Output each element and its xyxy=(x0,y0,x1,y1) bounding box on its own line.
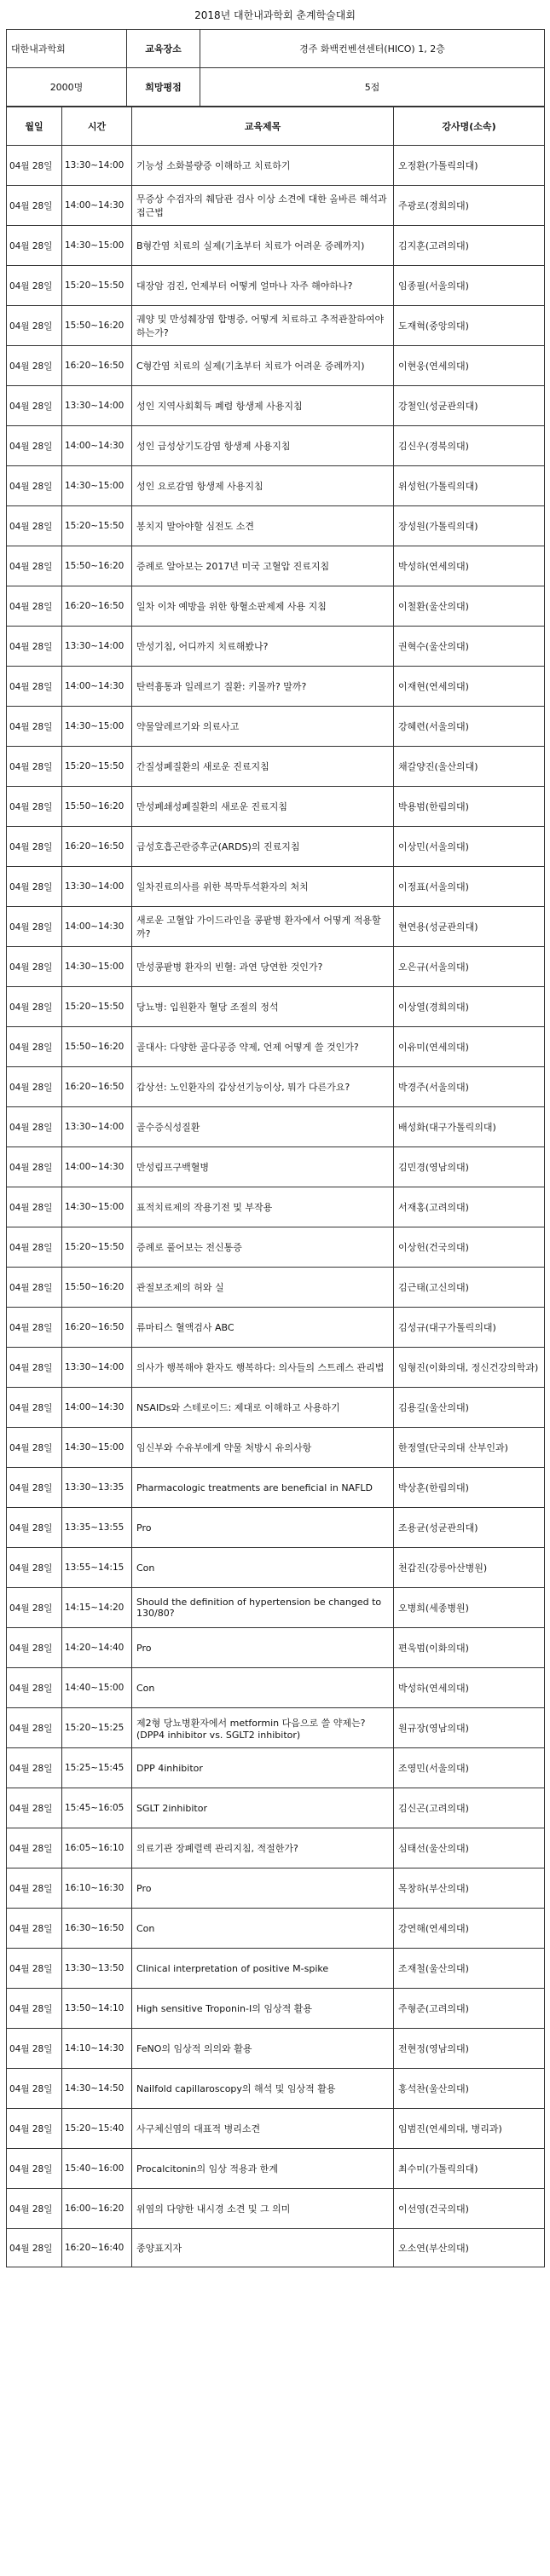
cell-subject: Pro xyxy=(132,1508,394,1548)
cell-speaker: 박성하(연세의대) xyxy=(394,546,545,586)
cell-time: 16:20~16:50 xyxy=(62,346,132,386)
cell-subject: 만성기침, 어디까지 치료해봤나? xyxy=(132,627,394,667)
cell-time: 15:25~15:45 xyxy=(62,1748,132,1788)
cell-speaker: 박상훈(한림의대) xyxy=(394,1468,545,1508)
cell-time: 15:20~15:40 xyxy=(62,2109,132,2149)
info-row-points xyxy=(7,68,545,107)
cell-time: 14:00~14:30 xyxy=(62,667,132,707)
cell-speaker: 이상열(경희의대) xyxy=(394,987,545,1027)
cell-date: 04월 28일 xyxy=(7,546,62,586)
cell-time: 16:20~16:50 xyxy=(62,1067,132,1107)
cell-subject: 기능성 소화불량증 이해하고 치료하기 xyxy=(132,146,394,186)
cell-speaker: 조영민(서울의대) xyxy=(394,1748,545,1788)
cell-date: 04월 28일 xyxy=(7,867,62,907)
table-row xyxy=(7,2069,545,2109)
cell-time: 15:20~15:50 xyxy=(62,747,132,787)
cell-subject: Should the definition of hypertension be changed to 130/80? xyxy=(132,1588,394,1628)
table-row xyxy=(7,426,545,466)
cell-time: 14:30~15:00 xyxy=(62,1187,132,1227)
cell-subject: 류마티스 혈액검사 ABC xyxy=(132,1308,394,1348)
cell-speaker: 임범진(연세의대, 병리과) xyxy=(394,2109,545,2149)
cell-subject: 약물알레르기와 의료사고 xyxy=(132,707,394,747)
cell-subject: DPP 4inhibitor xyxy=(132,1748,394,1788)
cell-date: 04월 28일 xyxy=(7,707,62,747)
table-row xyxy=(7,1989,545,2029)
table-row xyxy=(7,1868,545,1909)
cell-time: 16:20~16:50 xyxy=(62,827,132,867)
cell-subject: 성인 지역사회획득 폐렴 항생제 사용지침 xyxy=(132,386,394,426)
table-row xyxy=(7,2189,545,2229)
cell-time: 16:20~16:50 xyxy=(62,1308,132,1348)
cell-speaker: 오은규(서울의대) xyxy=(394,947,545,987)
cell-date: 04월 28일 xyxy=(7,987,62,1027)
cell-subject: C형간염 치료의 실제(기초부터 치료가 어려운 증례까지) xyxy=(132,346,394,386)
cell-subject: Pro xyxy=(132,1628,394,1668)
cell-time: 14:00~14:30 xyxy=(62,907,132,947)
cell-subject: 대장암 검진, 언제부터 어떻게 얼마나 자주 해야하나? xyxy=(132,266,394,306)
cell-date: 04월 28일 xyxy=(7,306,62,346)
table-row xyxy=(7,867,545,907)
cell-date: 04월 28일 xyxy=(7,1468,62,1508)
cell-date: 04월 28일 xyxy=(7,346,62,386)
cell-date: 04월 28일 xyxy=(7,747,62,787)
cell-subject: 위염의 다양한 내시경 소견 및 그 의미 xyxy=(132,2189,394,2229)
points-label: 희망평점 xyxy=(127,68,200,107)
cell-speaker: 채갈양진(울산의대) xyxy=(394,747,545,787)
cell-date: 04월 28일 xyxy=(7,1027,62,1067)
cell-time: 15:50~16:20 xyxy=(62,1027,132,1067)
schedule-header-row xyxy=(7,107,545,146)
cell-time: 14:30~15:00 xyxy=(62,466,132,506)
table-row xyxy=(7,1668,545,1708)
cell-subject: Con xyxy=(132,1548,394,1588)
cell-speaker: 배성화(대구가톨릭의대) xyxy=(394,1107,545,1147)
points-value: 5점 xyxy=(200,68,545,107)
cell-date: 04월 28일 xyxy=(7,627,62,667)
cell-time: 14:10~14:30 xyxy=(62,2029,132,2069)
table-row xyxy=(7,1348,545,1388)
table-row xyxy=(7,987,545,1027)
cell-time: 15:45~16:05 xyxy=(62,1788,132,1828)
cell-subject: High sensitive Troponin-I의 임상적 활용 xyxy=(132,1989,394,2029)
cell-date: 04월 28일 xyxy=(7,1989,62,2029)
cell-speaker: 김신우(경북의대) xyxy=(394,426,545,466)
cell-date: 04월 28일 xyxy=(7,226,62,266)
cell-subject: 만성콩팥병 환자의 빈혈: 과연 당연한 것인가? xyxy=(132,947,394,987)
cell-speaker: 전현정(영남의대) xyxy=(394,2029,545,2069)
table-row xyxy=(7,266,545,306)
header-time: 시간 xyxy=(62,107,132,146)
cell-subject: 봉치지 말아야할 심전도 소견 xyxy=(132,506,394,546)
cell-date: 04월 28일 xyxy=(7,1868,62,1909)
cell-date: 04월 28일 xyxy=(7,1668,62,1708)
cell-date: 04월 28일 xyxy=(7,1909,62,1949)
cell-time: 15:20~15:50 xyxy=(62,266,132,306)
cell-subject: 증례로 알아보는 2017년 미국 고혈압 진료지침 xyxy=(132,546,394,586)
cell-subject: 간질성폐질환의 새로운 진료지침 xyxy=(132,747,394,787)
cell-speaker: 이유미(연세의대) xyxy=(394,1027,545,1067)
cell-date: 04월 28일 xyxy=(7,1828,62,1868)
cell-subject: Nailfold capillaroscopy의 해석 및 임상적 활용 xyxy=(132,2069,394,2109)
cell-date: 04월 28일 xyxy=(7,1748,62,1788)
cell-time: 16:20~16:40 xyxy=(62,2229,132,2267)
cell-subject: 의사가 행복해야 환자도 행복하다: 의사들의 스트레스 관리법 xyxy=(132,1348,394,1388)
cell-subject: Pharmacologic treatments are beneficial in NAFLD xyxy=(132,1468,394,1508)
cell-subject: 갑상선: 노인환자의 갑상선기능이상, 뭐가 다른가요? xyxy=(132,1067,394,1107)
cell-speaker: 강철인(성균관의대) xyxy=(394,386,545,426)
cell-date: 04월 28일 xyxy=(7,1508,62,1548)
cell-date: 04월 28일 xyxy=(7,1628,62,1668)
cell-speaker: 오소연(부산의대) xyxy=(394,2229,545,2267)
table-row xyxy=(7,1588,545,1628)
cell-speaker: 김성규(대구가톨릭의대) xyxy=(394,1308,545,1348)
cell-date: 04월 28일 xyxy=(7,1227,62,1268)
cell-time: 14:40~15:00 xyxy=(62,1668,132,1708)
table-row xyxy=(7,907,545,947)
table-row xyxy=(7,506,545,546)
cell-speaker: 목창하(부산의대) xyxy=(394,1868,545,1909)
table-row xyxy=(7,186,545,226)
cell-subject: NSAIDs와 스테로이드: 제대로 이해하고 사용하기 xyxy=(132,1388,394,1428)
cell-speaker: 위성헌(가톨릭의대) xyxy=(394,466,545,506)
cell-time: 15:50~16:20 xyxy=(62,787,132,827)
cell-date: 04월 28일 xyxy=(7,907,62,947)
cell-speaker: 편욱범(이화의대) xyxy=(394,1628,545,1668)
info-table xyxy=(6,29,545,107)
cell-speaker: 김용길(울산의대) xyxy=(394,1388,545,1428)
schedule-body xyxy=(7,146,545,2267)
cell-date: 04월 28일 xyxy=(7,1107,62,1147)
table-row xyxy=(7,707,545,747)
cell-date: 04월 28일 xyxy=(7,827,62,867)
table-row xyxy=(7,1428,545,1468)
cell-subject: 탄력흉통과 일레르기 질환: 키몰까? 말까? xyxy=(132,667,394,707)
table-row xyxy=(7,1027,545,1067)
cell-subject: 제2형 당뇨병환자에서 metformin 다음으로 쓸 약제는?(DPP4 inhibitor vs. SGLT2 inhibitor) xyxy=(132,1708,394,1748)
cell-subject: 만성폐쇄성폐질환의 새로운 진료지침 xyxy=(132,787,394,827)
cell-speaker: 박용범(한림의대) xyxy=(394,787,545,827)
cell-speaker: 심태선(울산의대) xyxy=(394,1828,545,1868)
cell-subject: 무증상 수검자의 췌담관 검사 이상 소견에 대한 올바른 해석과 접근법 xyxy=(132,186,394,226)
cell-time: 16:20~16:50 xyxy=(62,586,132,627)
cell-date: 04월 28일 xyxy=(7,1949,62,1989)
cell-speaker: 이정표(서울의대) xyxy=(394,867,545,907)
cell-speaker: 임형진(이화의대, 정신건강의학과) xyxy=(394,1348,545,1388)
table-row xyxy=(7,1468,545,1508)
cell-speaker: 강연해(연세의대) xyxy=(394,1909,545,1949)
cell-subject: 만성림프구백혈병 xyxy=(132,1147,394,1187)
table-row xyxy=(7,1708,545,1748)
cell-speaker: 최수미(가톨릭의대) xyxy=(394,2149,545,2189)
cell-speaker: 이상헌(건국의대) xyxy=(394,1227,545,1268)
cell-date: 04월 28일 xyxy=(7,266,62,306)
cell-date: 04월 28일 xyxy=(7,186,62,226)
cell-time: 16:10~16:30 xyxy=(62,1868,132,1909)
cell-date: 04월 28일 xyxy=(7,2029,62,2069)
header-speaker: 강사명(소속) xyxy=(394,107,545,146)
cell-time: 15:20~15:50 xyxy=(62,506,132,546)
cell-subject: 골수증식성질환 xyxy=(132,1107,394,1147)
cell-time: 14:30~15:00 xyxy=(62,947,132,987)
cell-time: 14:30~15:00 xyxy=(62,226,132,266)
cell-time: 15:50~16:20 xyxy=(62,1268,132,1308)
table-row xyxy=(7,2149,545,2189)
cell-date: 04월 28일 xyxy=(7,2189,62,2229)
cell-speaker: 이선영(건국의대) xyxy=(394,2189,545,2229)
cell-subject: Con xyxy=(132,1909,394,1949)
cell-speaker: 김근태(고신의대) xyxy=(394,1268,545,1308)
cell-time: 13:30~13:35 xyxy=(62,1468,132,1508)
cell-date: 04월 28일 xyxy=(7,1067,62,1107)
cell-time: 13:30~14:00 xyxy=(62,867,132,907)
cell-subject: 성인 요로감염 항생제 사용지침 xyxy=(132,466,394,506)
cell-subject: 새로운 고혈압 가이드라인을 콩팥병 환자에서 어떻게 적용할까? xyxy=(132,907,394,947)
cell-time: 15:20~15:50 xyxy=(62,1227,132,1268)
cell-speaker: 임종필(서울의대) xyxy=(394,266,545,306)
cell-speaker: 이철환(울산의대) xyxy=(394,586,545,627)
venue-value: 경주 화백컨벤션센터(HICO) 1, 2층 xyxy=(200,30,545,68)
cell-time: 13:30~14:00 xyxy=(62,1107,132,1147)
cell-subject: 일차진료의사를 위한 복막투석환자의 처치 xyxy=(132,867,394,907)
cell-date: 04월 28일 xyxy=(7,2229,62,2267)
cell-subject: 사구체신염의 대표적 병리소견 xyxy=(132,2109,394,2149)
cell-date: 04월 28일 xyxy=(7,667,62,707)
cell-speaker: 주형준(고려의대) xyxy=(394,1989,545,2029)
cell-date: 04월 28일 xyxy=(7,787,62,827)
table-row xyxy=(7,1508,545,1548)
schedule-table xyxy=(6,107,545,2267)
cell-subject: Procalcitonin의 임상 적용과 한계 xyxy=(132,2149,394,2189)
cell-speaker: 이상민(서울의대) xyxy=(394,827,545,867)
cell-subject: 당뇨병: 입원환자 혈당 조절의 정석 xyxy=(132,987,394,1027)
table-row xyxy=(7,1067,545,1107)
cell-time: 13:30~14:00 xyxy=(62,386,132,426)
document xyxy=(6,0,544,2267)
cell-time: 14:20~14:40 xyxy=(62,1628,132,1668)
table-row xyxy=(7,546,545,586)
cell-speaker: 주광로(경희의대) xyxy=(394,186,545,226)
table-row xyxy=(7,1388,545,1428)
cell-subject: Pro xyxy=(132,1868,394,1909)
cell-date: 04월 28일 xyxy=(7,1388,62,1428)
cell-speaker: 원규장(영남의대) xyxy=(394,1708,545,1748)
table-row xyxy=(7,2229,545,2267)
table-row xyxy=(7,2029,545,2069)
cell-speaker: 천갑진(강릉아산병원) xyxy=(394,1548,545,1588)
table-row xyxy=(7,1548,545,1588)
cell-date: 04월 28일 xyxy=(7,2149,62,2189)
cell-time: 15:20~15:25 xyxy=(62,1708,132,1748)
organizer-value: 대한내과학회 xyxy=(7,30,127,68)
table-row xyxy=(7,1909,545,1949)
table-row xyxy=(7,1107,545,1147)
cell-date: 04월 28일 xyxy=(7,1308,62,1348)
table-row xyxy=(7,1147,545,1187)
table-row xyxy=(7,586,545,627)
cell-date: 04월 28일 xyxy=(7,947,62,987)
cell-subject: 급성호흡곤란증후군(ARDS)의 진료지침 xyxy=(132,827,394,867)
cell-speaker: 오병희(세종병원) xyxy=(394,1588,545,1628)
cell-date: 04월 28일 xyxy=(7,1147,62,1187)
table-row xyxy=(7,947,545,987)
info-row-venue xyxy=(7,30,545,68)
cell-date: 04월 28일 xyxy=(7,1548,62,1588)
cell-time: 15:40~16:00 xyxy=(62,2149,132,2189)
cell-speaker: 김민경(영남의대) xyxy=(394,1147,545,1187)
table-row xyxy=(7,1308,545,1348)
cell-time: 15:20~15:50 xyxy=(62,987,132,1027)
table-row xyxy=(7,386,545,426)
cell-speaker: 오정환(가톨릭의대) xyxy=(394,146,545,186)
cell-speaker: 조재철(울산의대) xyxy=(394,1949,545,1989)
cell-date: 04월 28일 xyxy=(7,586,62,627)
cell-speaker: 이현웅(연세의대) xyxy=(394,346,545,386)
cell-speaker: 홍석찬(울산의대) xyxy=(394,2069,545,2109)
header-subject: 교육제목 xyxy=(132,107,394,146)
cell-subject: 일차 이차 예방을 위한 항혈소판제제 사용 지침 xyxy=(132,586,394,627)
cell-subject: 성인 급성상기도감염 항생제 사용지침 xyxy=(132,426,394,466)
cell-date: 04월 28일 xyxy=(7,386,62,426)
table-row xyxy=(7,1748,545,1788)
cell-speaker: 서재홍(고려의대) xyxy=(394,1187,545,1227)
cell-subject: Clinical interpretation of positive M-spike xyxy=(132,1949,394,1989)
cell-subject: FeNO의 임상적 의의와 활용 xyxy=(132,2029,394,2069)
cell-date: 04월 28일 xyxy=(7,1348,62,1388)
cell-time: 14:00~14:30 xyxy=(62,1147,132,1187)
cell-time: 14:30~14:50 xyxy=(62,2069,132,2109)
cell-date: 04월 28일 xyxy=(7,1708,62,1748)
cell-time: 16:30~16:50 xyxy=(62,1909,132,1949)
cell-speaker: 이재현(연세의대) xyxy=(394,667,545,707)
table-row xyxy=(7,747,545,787)
cell-subject: 골대사: 다양한 골다공증 약제, 언제 어떻게 쓸 것인가? xyxy=(132,1027,394,1067)
cell-time: 14:30~15:00 xyxy=(62,707,132,747)
cell-time: 14:30~15:00 xyxy=(62,1428,132,1468)
fee-value: 2000명 xyxy=(7,68,127,107)
cell-time: 13:30~14:00 xyxy=(62,627,132,667)
table-row xyxy=(7,627,545,667)
cell-date: 04월 28일 xyxy=(7,1428,62,1468)
cell-speaker: 조용균(성균관의대) xyxy=(394,1508,545,1548)
cell-subject: B형간염 치료의 실제(기초부터 치료가 어려운 증례까지) xyxy=(132,226,394,266)
cell-subject: SGLT 2inhibitor xyxy=(132,1788,394,1828)
cell-subject: 의료기관 장폐렬렉 관리지침, 적절한가? xyxy=(132,1828,394,1868)
cell-speaker: 김신곤(고려의대) xyxy=(394,1788,545,1828)
table-row xyxy=(7,1788,545,1828)
table-row xyxy=(7,1949,545,1989)
cell-date: 04월 28일 xyxy=(7,1588,62,1628)
cell-time: 13:30~14:00 xyxy=(62,146,132,186)
cell-time: 14:00~14:30 xyxy=(62,186,132,226)
cell-date: 04월 28일 xyxy=(7,146,62,186)
cell-time: 14:15~14:20 xyxy=(62,1588,132,1628)
cell-date: 04월 28일 xyxy=(7,1788,62,1828)
cell-subject: 임신부와 수유부에게 약물 처방시 유의사항 xyxy=(132,1428,394,1468)
table-row xyxy=(7,346,545,386)
cell-speaker: 권혁수(울산의대) xyxy=(394,627,545,667)
table-row xyxy=(7,1268,545,1308)
cell-time: 15:50~16:20 xyxy=(62,546,132,586)
table-row xyxy=(7,306,545,346)
cell-time: 14:00~14:30 xyxy=(62,426,132,466)
cell-time: 16:00~16:20 xyxy=(62,2189,132,2229)
cell-time: 15:50~16:20 xyxy=(62,306,132,346)
cell-subject: 증례로 풀어보는 전신통증 xyxy=(132,1227,394,1268)
cell-date: 04월 28일 xyxy=(7,426,62,466)
cell-date: 04월 28일 xyxy=(7,506,62,546)
table-row xyxy=(7,1628,545,1668)
cell-speaker: 박경주(서울의대) xyxy=(394,1067,545,1107)
cell-time: 13:55~14:15 xyxy=(62,1548,132,1588)
table-row xyxy=(7,1227,545,1268)
table-row xyxy=(7,667,545,707)
cell-date: 04월 28일 xyxy=(7,466,62,506)
cell-speaker: 도재혁(중앙의대) xyxy=(394,306,545,346)
table-row xyxy=(7,146,545,186)
table-row xyxy=(7,466,545,506)
cell-subject: 표적치료제의 작용기전 및 부작용 xyxy=(132,1187,394,1227)
cell-subject: 관절보조제의 허와 실 xyxy=(132,1268,394,1308)
table-row xyxy=(7,2109,545,2149)
cell-date: 04월 28일 xyxy=(7,2109,62,2149)
venue-label: 교육장소 xyxy=(127,30,200,68)
cell-speaker: 한정열(단국의대 산부인과) xyxy=(394,1428,545,1468)
cell-time: 13:30~13:50 xyxy=(62,1949,132,1989)
table-row xyxy=(7,226,545,266)
cell-speaker: 박성하(연세의대) xyxy=(394,1668,545,1708)
table-row xyxy=(7,827,545,867)
cell-subject: 종양표지자 xyxy=(132,2229,394,2267)
cell-speaker: 장성원(가톨릭의대) xyxy=(394,506,545,546)
cell-speaker: 김지훈(고려의대) xyxy=(394,226,545,266)
cell-date: 04월 28일 xyxy=(7,1268,62,1308)
cell-time: 13:30~14:00 xyxy=(62,1348,132,1388)
cell-date: 04월 28일 xyxy=(7,2069,62,2109)
cell-time: 14:00~14:30 xyxy=(62,1388,132,1428)
cell-date: 04월 28일 xyxy=(7,1187,62,1227)
cell-speaker: 강혜련(서울의대) xyxy=(394,707,545,747)
cell-time: 16:05~16:10 xyxy=(62,1828,132,1868)
cell-time: 13:35~13:55 xyxy=(62,1508,132,1548)
cell-subject: Con xyxy=(132,1668,394,1708)
table-row xyxy=(7,1187,545,1227)
cell-time: 13:50~14:10 xyxy=(62,1989,132,2029)
cell-speaker: 현연용(성균관의대) xyxy=(394,907,545,947)
table-row xyxy=(7,787,545,827)
table-row xyxy=(7,1828,545,1868)
header-date: 월일 xyxy=(7,107,62,146)
cell-subject: 궤양 및 만성췌장염 합병증, 어떻게 치료하고 추적관찰하여야 하는가? xyxy=(132,306,394,346)
page-title: 2018년 대한내과학회 춘계학술대회 xyxy=(194,9,356,21)
